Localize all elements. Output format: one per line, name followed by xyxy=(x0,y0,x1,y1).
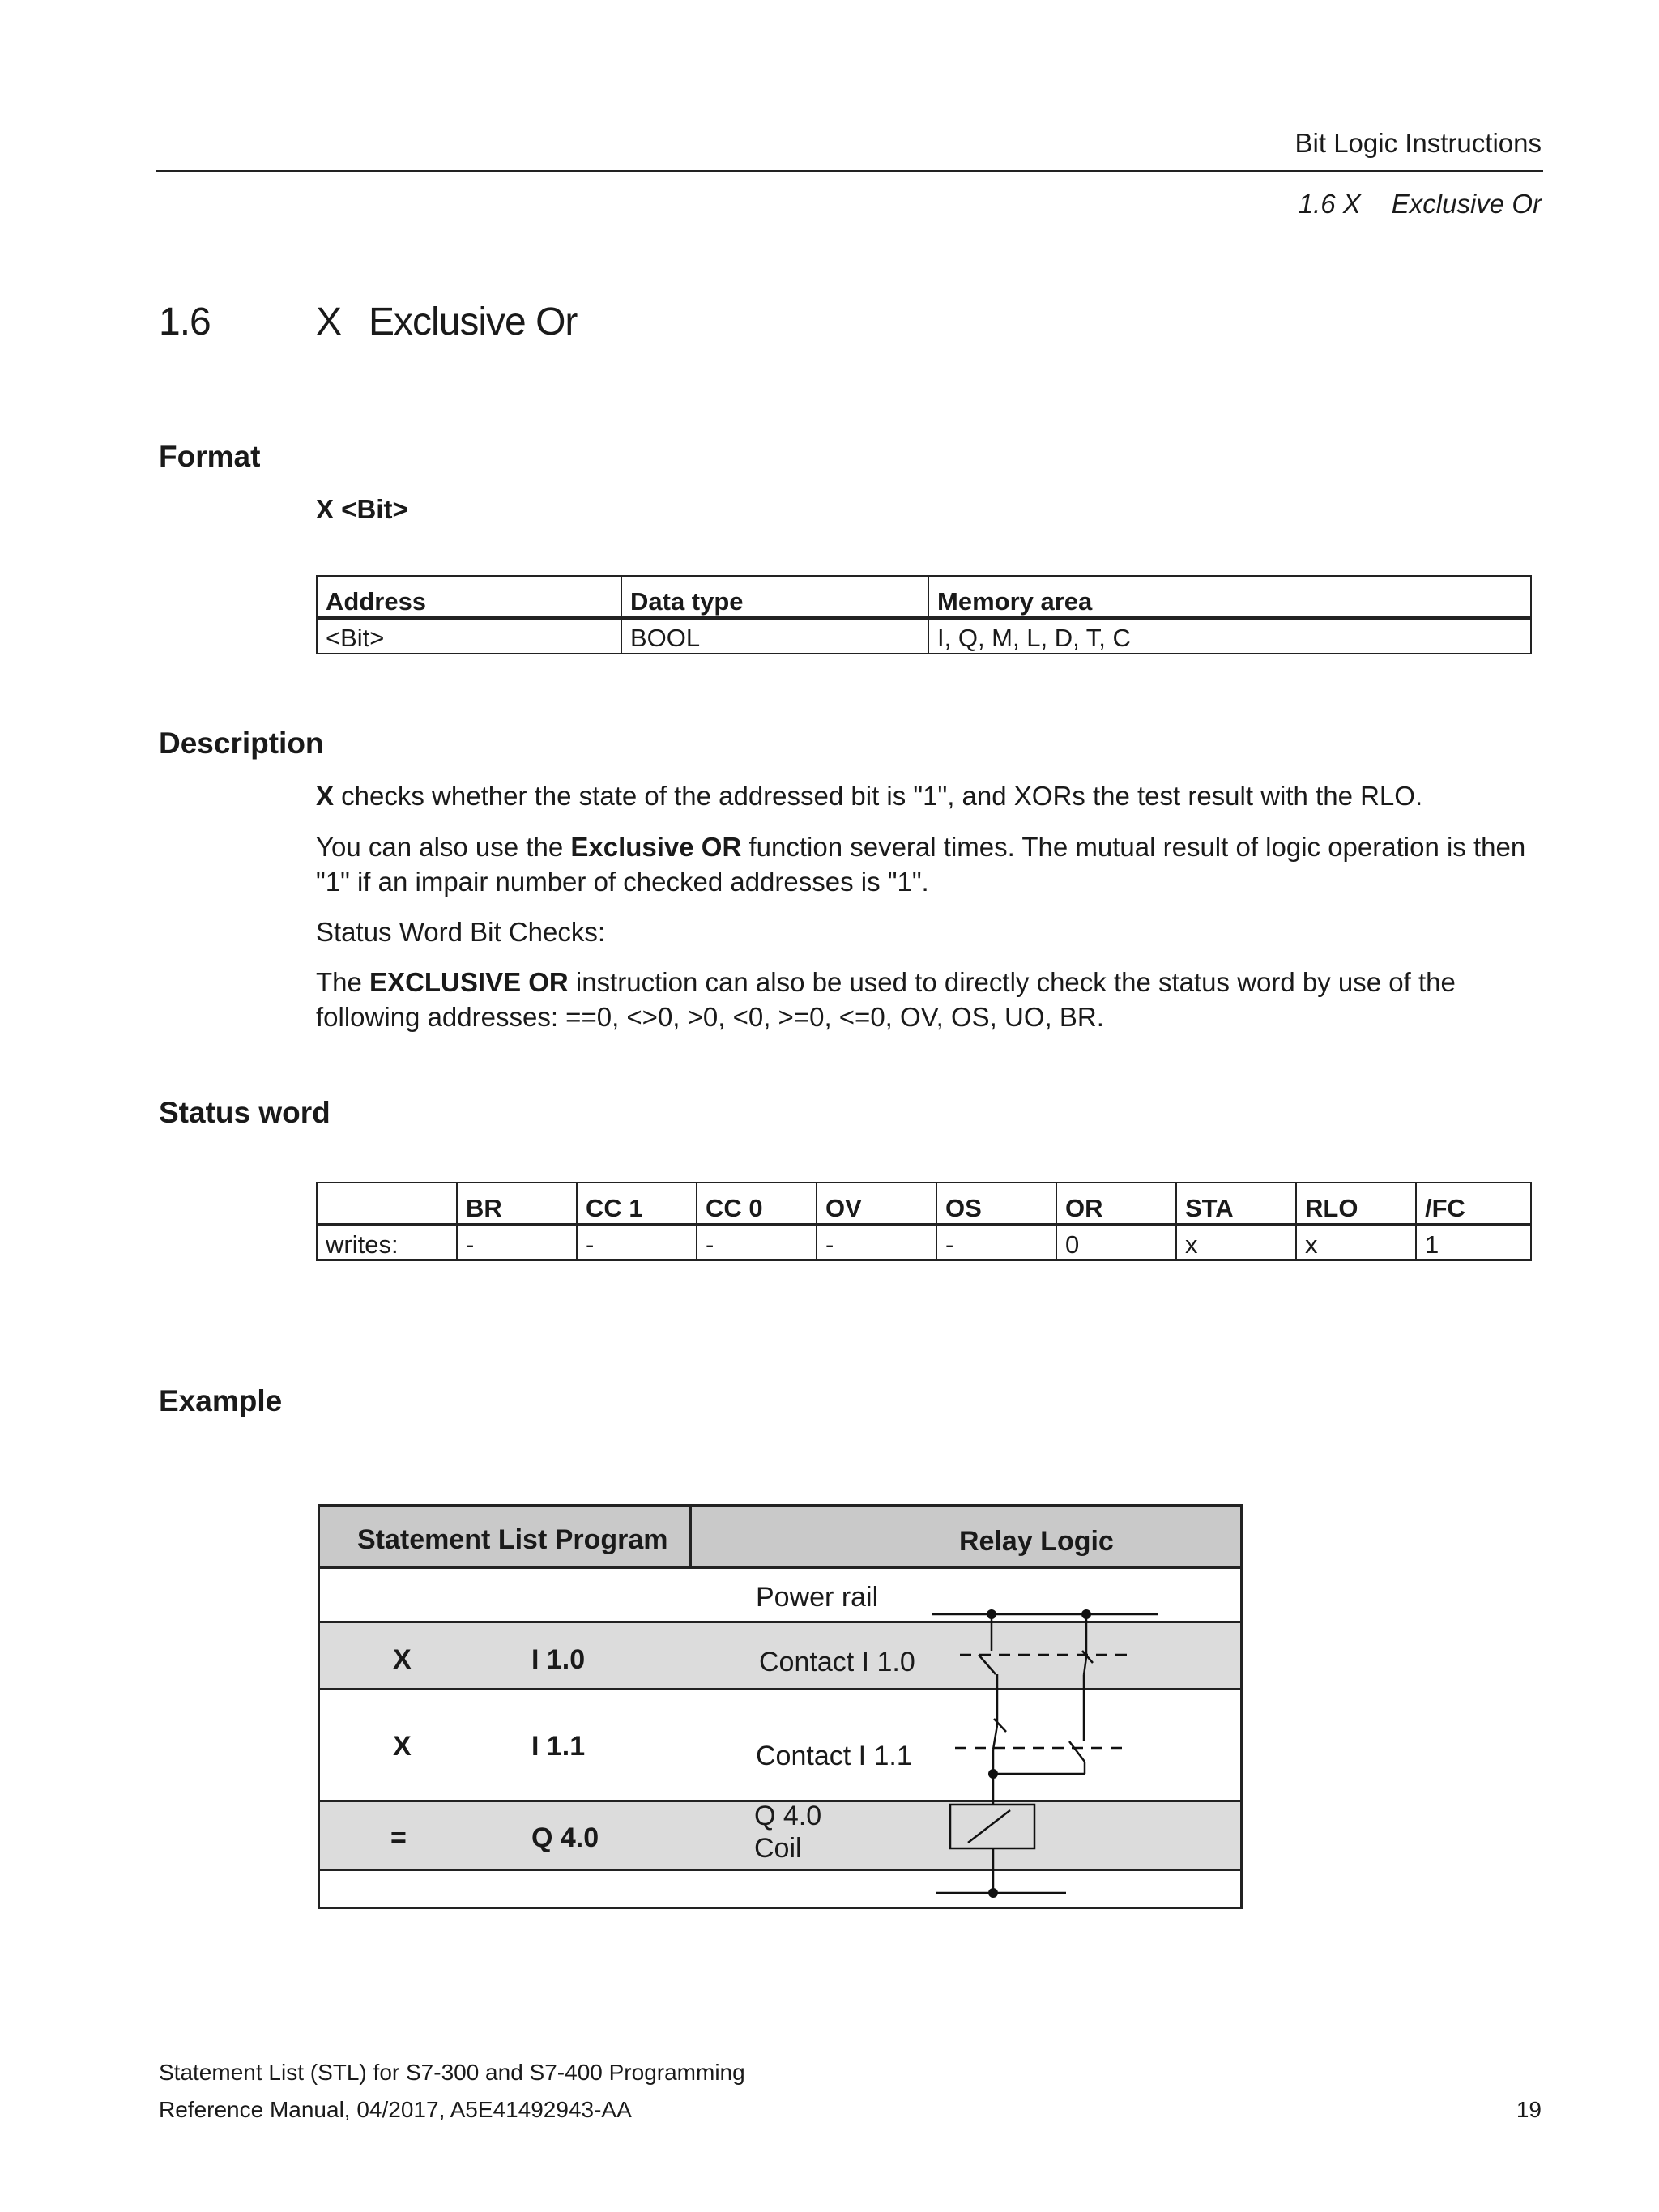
format-syntax: X <Bit> xyxy=(316,494,408,524)
description-p2-post: function several times. The mutual result of logic operation is then "1" if an impair number of checked addresses is "1". xyxy=(316,832,1526,897)
status-word-header-cell: CC 1 xyxy=(577,1183,697,1225)
format-table-cell: BOOL xyxy=(621,618,928,654)
status-word-header-cell xyxy=(317,1183,457,1225)
power-rail-label: Power rail xyxy=(756,1582,879,1613)
status-word-header-cell: STA xyxy=(1176,1183,1296,1225)
status-word-heading: Status word xyxy=(159,1096,331,1129)
stl-operand: I 1.1 xyxy=(531,1731,586,1762)
description-p1-bold: X xyxy=(316,781,335,811)
description-p3: Status Word Bit Checks: xyxy=(316,917,606,947)
section-title-text: Exclusive Or xyxy=(369,300,578,343)
format-table-header-cell: Memory area xyxy=(928,576,1531,618)
status-word-cell: - xyxy=(697,1225,817,1260)
status-word-cell: - xyxy=(577,1225,697,1260)
status-word-header-cell: CC 0 xyxy=(697,1183,817,1225)
header-rule xyxy=(156,170,1543,172)
status-word-header-cell: OR xyxy=(1056,1183,1176,1225)
power-rail-node xyxy=(987,1609,996,1619)
format-table-header xyxy=(317,576,1531,618)
description-p2-pre: You can also use the xyxy=(316,832,571,862)
description-p4-post: instruction can also be used to directly check the status word by use of the following addresses: ==0, <>0, >0, <0, >=0, <=0, OV, OS, UO, BR. xyxy=(316,967,1456,1032)
footer-line2: Reference Manual, 04/2017, A5E41492943-AA xyxy=(159,2097,632,2122)
return-rail-node xyxy=(988,1888,998,1898)
format-table-header-cell: Address xyxy=(317,576,621,618)
stl-operand: I 1.0 xyxy=(531,1644,586,1675)
format-heading: Format xyxy=(159,440,261,473)
status-word-cell: writes: xyxy=(317,1225,457,1260)
status-word-header-cell: RLO xyxy=(1296,1183,1416,1225)
status-word-header-cell: OV xyxy=(817,1183,936,1225)
status-word-cell: x xyxy=(1176,1225,1296,1260)
running-header-section-num: 1.6 X xyxy=(1298,189,1361,219)
coil-label-line2: Coil xyxy=(754,1833,802,1864)
status-word-cell: - xyxy=(817,1225,936,1260)
relay-label: Contact I 1.0 xyxy=(759,1647,915,1677)
status-word-row xyxy=(317,1225,1531,1260)
description-p4-pre: The xyxy=(316,967,370,997)
status-word-table xyxy=(316,1182,1532,1261)
section-number: 1.6 xyxy=(159,300,211,343)
section-mnemonic: X xyxy=(316,300,342,343)
format-table-cell: <Bit> xyxy=(317,618,621,654)
relay-logic-schematic xyxy=(320,1507,1240,1907)
example-col-relay-label: Relay Logic xyxy=(959,1526,1114,1557)
running-header-chapter: Bit Logic Instructions xyxy=(1294,128,1542,158)
status-word-cell: x xyxy=(1296,1225,1416,1260)
stl-operand: Q 4.0 xyxy=(531,1822,599,1853)
status-word-header-cell: BR xyxy=(457,1183,577,1225)
junction-node xyxy=(988,1769,998,1779)
section-title xyxy=(316,300,577,344)
example-heading: Example xyxy=(159,1384,283,1417)
running-header-section-name: Exclusive Or xyxy=(1391,189,1542,219)
description-p4-bold: EXCLUSIVE OR xyxy=(369,967,569,997)
example-diagram xyxy=(318,1504,1243,1909)
status-word-header xyxy=(317,1183,1531,1225)
status-word-cell: - xyxy=(457,1225,577,1260)
description-p4 xyxy=(316,965,1547,1034)
status-word-header-cell: /FC xyxy=(1416,1183,1531,1225)
page-number: 19 xyxy=(1516,2097,1542,2122)
coil-symbol xyxy=(950,1805,1034,1848)
stl-op: X xyxy=(393,1644,412,1675)
description-p2-bold: Exclusive OR xyxy=(570,832,742,862)
status-word-header-cell: OS xyxy=(936,1183,1056,1225)
description-p1 xyxy=(316,778,1547,813)
description-p2 xyxy=(316,829,1547,899)
status-word-cell: - xyxy=(936,1225,1056,1260)
running-header-section xyxy=(1299,189,1542,219)
coil-label-line1: Q 4.0 xyxy=(754,1801,822,1831)
format-table-row xyxy=(317,618,1531,654)
description-p1-text: checks whether the state of the addressed bit is "1", and XORs the test result with the RLO. xyxy=(334,781,1423,811)
relay-label: Contact I 1.1 xyxy=(756,1741,912,1771)
format-table-header-cell: Data type xyxy=(621,576,928,618)
format-table-cell: I, Q, M, L, D, T, C xyxy=(928,618,1531,654)
status-word-cell: 0 xyxy=(1056,1225,1176,1260)
footer-line1: Statement List (STL) for S7-300 and S7-400 Programming xyxy=(159,2060,745,2085)
status-word-cell: 1 xyxy=(1416,1225,1531,1260)
description-heading: Description xyxy=(159,727,324,760)
format-table xyxy=(316,575,1532,654)
stl-op: = xyxy=(390,1822,407,1853)
power-rail-node xyxy=(1081,1609,1091,1619)
stl-op: X xyxy=(393,1731,412,1762)
example-col-stl-label: Statement List Program xyxy=(357,1524,668,1555)
